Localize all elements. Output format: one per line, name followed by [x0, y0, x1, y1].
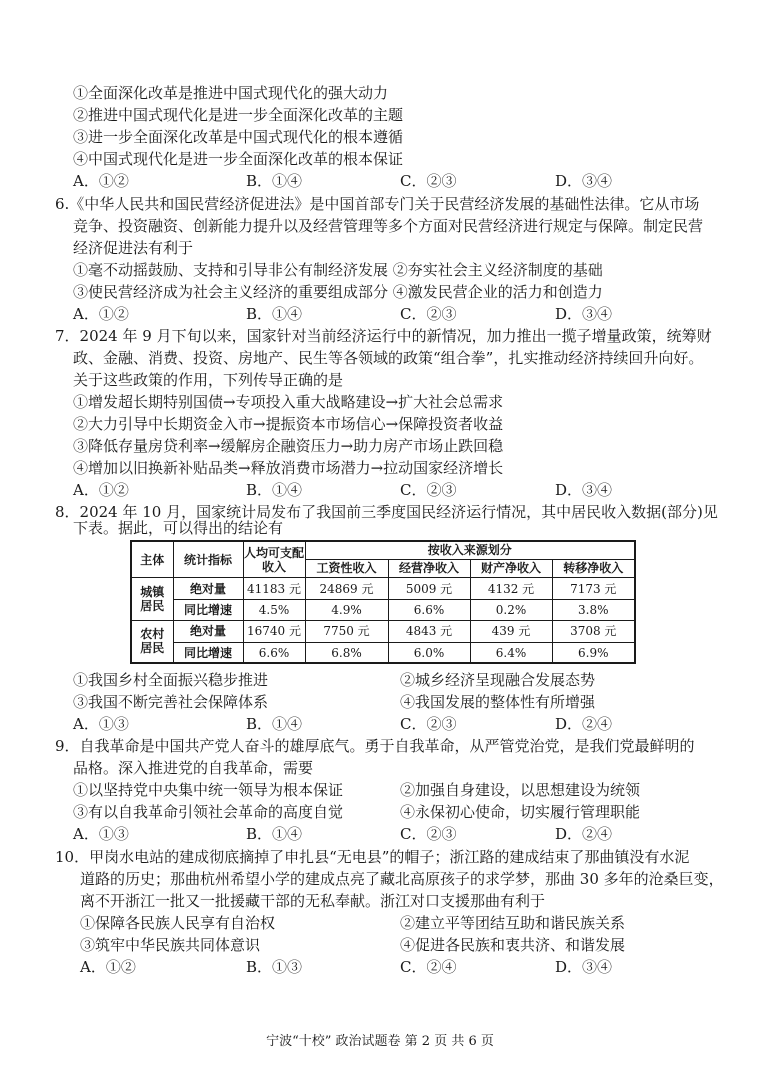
q9-option-a: A．①③	[73, 825, 129, 843]
rural-label-1: 农村	[140, 627, 165, 642]
q6-option-d: D．③④	[555, 305, 613, 323]
q6-option-b: B．①④	[246, 305, 303, 323]
q6-stem-line-3: 经济促进法有利于	[73, 239, 194, 257]
rural-yoy-cell: 6.4%	[470, 643, 552, 663]
urban-abs-cell: 7173 元	[552, 578, 635, 600]
urban-label-2: 居民	[140, 598, 165, 613]
q8-stem-line-1: 8．2024 年 10 月，国家统计局发布了我国前三季度国民经济运行情况，其中居民收入数据(部分)见	[55, 503, 718, 521]
rural-abs-cell: 3708 元	[552, 620, 635, 642]
q8-option-a: A．①③	[73, 715, 129, 733]
urban-yoy-cell: 3.8%	[552, 600, 635, 620]
q10-stem-line-1: 10．甲岗水电站的建成彻底摘掉了申扎县“无电县”的帽子；浙江路的建成结束了那曲镇没有水泥	[55, 848, 690, 866]
q7-option-b: B．①④	[246, 481, 303, 499]
q10-option-d: D．③④	[555, 958, 613, 976]
q6-option-a: A．①②	[73, 305, 129, 323]
q6-stem-line-1: 6.《中华人民共和国民营经济促进法》是中国首部专门关于民营经济发展的基础性法律。它从市场	[55, 195, 700, 213]
q9-statement-3: ③有以自我革命引领社会革命的高度自觉	[73, 803, 344, 821]
q8-option-b: B．①④	[246, 715, 303, 733]
q8-option-c: C．②③	[400, 715, 457, 733]
income-table	[130, 540, 636, 664]
q5-statement-4: ④中国式现代化是进一步全面深化改革的根本保证	[73, 150, 404, 168]
page-footer: 宁波“十校” 政治试题卷 第 2 页 共 6 页	[266, 1034, 494, 1049]
q10-stem-line-2: 道路的历史；那曲杭州希望小学的建成点亮了藏北高原孩子的求学梦，那曲 30 多年的沧桑巨变，	[80, 870, 724, 888]
urban-abs-cell: 24869 元	[305, 578, 388, 600]
q9-option-b: B．①④	[246, 825, 303, 843]
q5-statement-1: ①全面深化改革是推进中国式现代化的强大动力	[73, 84, 389, 102]
q8-option-d: D．②④	[555, 715, 613, 733]
q7-stem-line-1: 7．2024 年 9 月下旬以来，国家针对当前经济运行中的新情况，加力推出一揽子增量政策，统筹财	[55, 327, 712, 345]
rural-abs-cell: 7750 元	[305, 620, 388, 642]
urban-yoy-cell: 4.5%	[243, 600, 305, 620]
urban-yoy-cell: 4.9%	[305, 600, 388, 620]
q6-statements-3-4: ③使民营经济成为社会主义经济的重要组成部分 ④激发民营企业的活力和创造力	[73, 283, 603, 301]
urban-yoy-cell: 6.6%	[388, 600, 470, 620]
q7-statement-2: ②大力引导中长期资金入市→提振资本市场信心→保障投资者收益	[73, 415, 504, 433]
header-disposable-income: 人均可支配收入	[243, 541, 305, 578]
q7-stem-line-3: 关于这些政策的作用，下列传导正确的是	[73, 371, 344, 389]
rural-abs-cell: 16740 元	[243, 620, 305, 642]
q7-statement-4: ④增加以旧换新补贴品类→释放消费市场潜力→拉动国家经济增长	[73, 459, 504, 477]
q9-option-c: C．②③	[400, 825, 457, 843]
rural-yoy-cell: 6.0%	[388, 643, 470, 663]
row-rural-label	[131, 620, 173, 663]
header-indicator: 统计指标	[173, 541, 243, 578]
q5-statement-3: ③进一步全面深化改革是中国式现代化的根本遵循	[73, 128, 404, 146]
rural-abs-cell: 4843 元	[388, 620, 470, 642]
rural-abs-cell: 439 元	[470, 620, 552, 642]
q10-statement-2: ②建立平等团结互助和谐民族关系	[400, 914, 626, 932]
header-business: 经营净收入	[388, 559, 470, 577]
q10-statement-1: ①保障各民族人民享有自治权	[80, 914, 276, 932]
q10-statement-3: ③筑牢中华民族共同体意识	[80, 936, 261, 954]
q9-statement-1: ①以坚持党中央集中统一领导为根本保证	[73, 781, 344, 799]
rural-label-2: 居民	[140, 641, 165, 656]
q10-stem-line-3: 离不开浙江一批又一批援藏干部的无私奉献。浙江对口支援那曲有利于	[80, 892, 546, 910]
header-transfer: 转移净收入	[552, 559, 635, 577]
q6-option-c: C．②③	[400, 305, 457, 323]
q9-stem-line-2: 品格。深入推进党的自我革命，需要	[73, 759, 314, 777]
q8-statement-4: ④我国发展的整体性有所增强	[400, 693, 596, 711]
row-urban-label	[131, 578, 173, 621]
q8-statement-1: ①我国乡村全面振兴稳步推进	[73, 671, 269, 689]
header-by-source: 按收入来源划分	[305, 541, 635, 559]
q9-stem-line-1: 9．自我革命是中国共产党人奋斗的雄厚底气。勇于自我革命，从严管党治党，是我们党最鲜明的	[55, 737, 695, 755]
q7-statement-3: ③降低存量房贷利率→缓解房企融资压力→助力房产市场止跌回稳	[73, 437, 504, 455]
q5-option-b: B．①④	[246, 172, 303, 190]
q5-option-c: C．②③	[400, 172, 457, 190]
rural-yoy-cell: 6.9%	[552, 643, 635, 663]
q9-option-d: D．②④	[555, 825, 613, 843]
q8-statement-2: ②城乡经济呈现融合发展态势	[400, 671, 596, 689]
urban-label-1: 城镇	[140, 584, 165, 599]
q10-option-c: C．②④	[400, 958, 457, 976]
q5-option-a: A．①②	[73, 172, 129, 190]
urban-abs-cell: 4132 元	[470, 578, 552, 600]
urban-abs-cell: 5009 元	[388, 578, 470, 600]
q7-option-c: C．②③	[400, 481, 457, 499]
q7-option-d: D．③④	[555, 481, 613, 499]
rural-yoy-label: 同比增速	[173, 643, 243, 663]
urban-abs-cell: 41183 元	[243, 578, 305, 600]
header-property: 财产净收入	[470, 559, 552, 577]
q5-statement-2: ②推进中国式现代化是进一步全面深化改革的主题	[73, 106, 404, 124]
rural-yoy-cell: 6.8%	[305, 643, 388, 663]
q9-statement-4: ④永保初心使命，切实履行管理职能	[400, 803, 641, 821]
header-wage: 工资性收入	[305, 559, 388, 577]
urban-abs-label: 绝对量	[173, 578, 243, 600]
q7-statement-1: ①增发超长期特别国债→专项投入重大战略建设→扩大社会总需求	[73, 393, 504, 411]
q6-statements-1-2: ①毫不动摇鼓励、支持和引导非公有制经济发展 ②夯实社会主义经济制度的基础	[73, 261, 603, 279]
q8-statement-3: ③我国不断完善社会保障体系	[73, 693, 269, 711]
q9-statement-2: ②加强自身建设，以思想建设为统领	[400, 781, 641, 799]
q6-stem-line-2: 竞争、投资融资、创新能力提升以及经营管理等多个方面对民营经济进行规定与保障。制定民营	[73, 217, 704, 235]
q10-option-b: B．①③	[246, 958, 303, 976]
header-subject: 主体	[131, 541, 173, 578]
rural-abs-label: 绝对量	[173, 620, 243, 642]
q7-stem-line-2: 政、金融、消费、投资、房地产、民生等各领域的政策“组合拳”，扎实推动经济持续回升向好。	[73, 349, 704, 367]
q7-option-a: A．①②	[73, 481, 129, 499]
q5-option-d: D．③④	[555, 172, 613, 190]
urban-yoy-cell: 0.2%	[470, 600, 552, 620]
q8-stem-line-2: 下表。据此，可以得出的结论有	[73, 519, 284, 537]
rural-yoy-cell: 6.6%	[243, 643, 305, 663]
urban-yoy-label: 同比增速	[173, 600, 243, 620]
q10-statement-4: ④促进各民族和衷共济、和谐发展	[400, 936, 626, 954]
q10-option-a: A．①②	[80, 958, 136, 976]
